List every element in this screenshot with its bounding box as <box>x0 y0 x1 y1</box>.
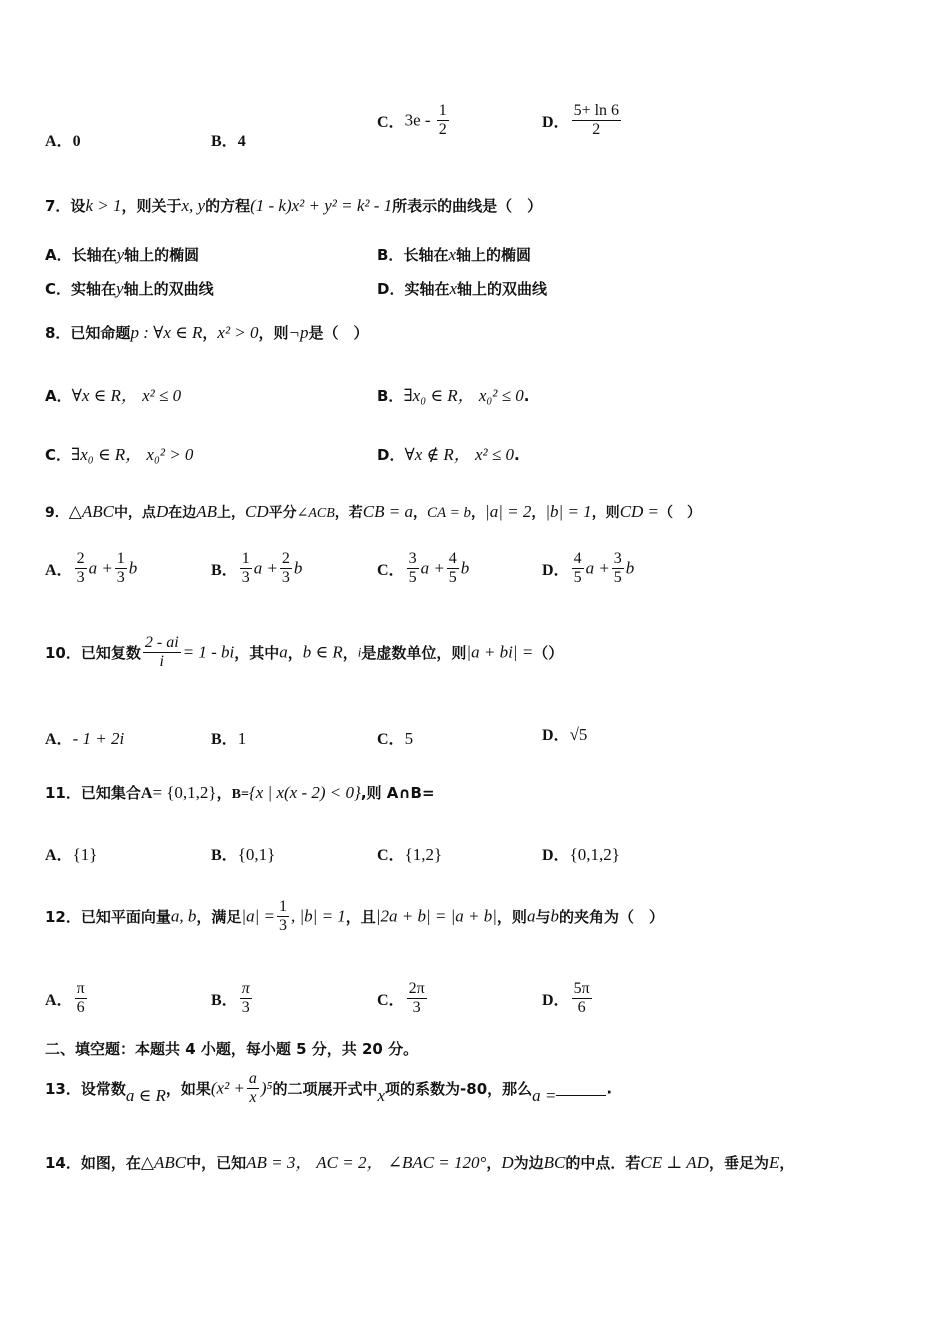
q6-option-b <box>211 128 246 151</box>
q11-option-b: B．{0,1} <box>211 845 276 864</box>
option-value: 4 <box>237 133 246 150</box>
q9-option-d: D． $\frac{4}{5}$ a + $\frac{3}{5}$ b <box>542 550 635 586</box>
q8-option-d: D．∀x ∉ R， x² ≤ 0. <box>377 445 520 464</box>
q10-option-b: B．1 <box>211 729 247 748</box>
q11-option-c: C．{1,2} <box>377 845 443 864</box>
fraction: $\frac{a}{x}$ <box>248 1070 257 1106</box>
fraction: $\frac{1}{3}$ <box>278 898 287 934</box>
option-expr: 3e - <box>404 110 435 130</box>
fraction: $\frac{1}{2}$ <box>438 102 447 138</box>
q8-stem: 8．已知命题p : ∀x ∈ R，x² > 0，则¬p是（ ） <box>45 323 369 342</box>
q11-stem: 11．已知集合A= {0,1,2}，B={x | x(x - 2) < 0},则 A∩B= <box>45 783 435 802</box>
q7-stem: 7．设k > 1，则关于x, y的方程(1 - k)x² + y² = k² - 1所表示的曲线是（ ） <box>45 196 543 215</box>
q7-option-b: B．长轴在x轴上的椭圆 <box>377 245 532 264</box>
q10-stem: 10．已知复数 $\frac{2 - ai}{i}$ = 1 - bi，其中a，b ∈ R，i是虚数单位，则|a + bi| =（） <box>45 634 564 670</box>
q12-option-c: C． $\frac{2\pi}{3}$ <box>377 980 425 1016</box>
q12-option-a: A． $\frac{\pi}{6}$ <box>45 980 85 1016</box>
q9-option-c: C． $\frac{3}{5}$ a + $\frac{4}{5}$ b <box>377 550 470 586</box>
q10-option-d: D．√5 <box>542 725 588 744</box>
section-heading: 二、填空题：本题共 4 小题，每小题 5 分，共 20 分。 <box>45 1040 419 1058</box>
q6-option-a <box>45 128 81 151</box>
q14-stem: 14．如图，在△ABC中，已知AB = 3， AC = 2， ∠BAC = 120°，D为边BC的中点．若CE ⊥ AD，垂足为E， <box>45 1153 795 1172</box>
option-value: 0 <box>72 133 81 150</box>
q7-option-c: C．实轴在y轴上的双曲线 <box>45 279 214 298</box>
option-label: A． <box>45 133 73 150</box>
q13-stem: 13．设常数a ∈ R，如果(x² + $\frac{a}{x}$ )⁵的二项展开式中x项的系数为-80，那么a = . <box>45 1070 613 1106</box>
q10-option-c: C．5 <box>377 729 414 748</box>
answer-blank <box>556 1081 606 1096</box>
q12-option-d: D． $\frac{5\pi}{6}$ <box>542 980 590 1016</box>
q11-option-a: A．{1} <box>45 845 98 864</box>
q7-option-d: D．实轴在x轴上的双曲线 <box>377 279 548 298</box>
fraction: $\frac{5+ \ln 6}{2}$ <box>573 102 620 138</box>
q8-option-c: C．∃x₀ ∈ R， x₀² > 0 <box>45 445 194 464</box>
q12-option-b: B． $\frac{\pi}{3}$ <box>211 980 250 1016</box>
q9-stem: 9．△ABC中，点D在边AB上，CD平分∠ACB，若CB = a，CA = b，|a| = 2，|b| = 1，则CD =（ ） <box>45 502 702 521</box>
q12-stem: 12．已知平面向量a, b，满足|a| = $\frac{1}{3}$ , |b| = 1，且|2a + b| = |a + b|，则a与b的夹角为（ ） <box>45 898 664 934</box>
q7-option-a: A．长轴在y轴上的椭圆 <box>45 245 200 264</box>
option-label: C． <box>377 114 405 131</box>
q9-option-b: B． $\frac{1}{3}$ a + $\frac{2}{3}$ b <box>211 550 303 586</box>
fraction: $\frac{2 - ai}{i}$ <box>144 634 179 670</box>
q6-option-d <box>542 102 623 139</box>
option-label: D． <box>542 114 570 131</box>
q8-option-b: B．∃x₀ ∈ R， x₀² ≤ 0. <box>377 386 530 405</box>
q11-option-d: D．{0,1,2} <box>542 845 620 864</box>
q10-option-a: A．- 1 + 2i <box>45 729 125 748</box>
q6-option-c <box>377 102 451 139</box>
q9-option-a: A． $\frac{2}{3}$ a + $\frac{1}{3}$ b <box>45 550 138 586</box>
q8-option-a: A．∀x ∈ R， x² ≤ 0 <box>45 386 182 405</box>
option-label: B． <box>211 133 238 150</box>
